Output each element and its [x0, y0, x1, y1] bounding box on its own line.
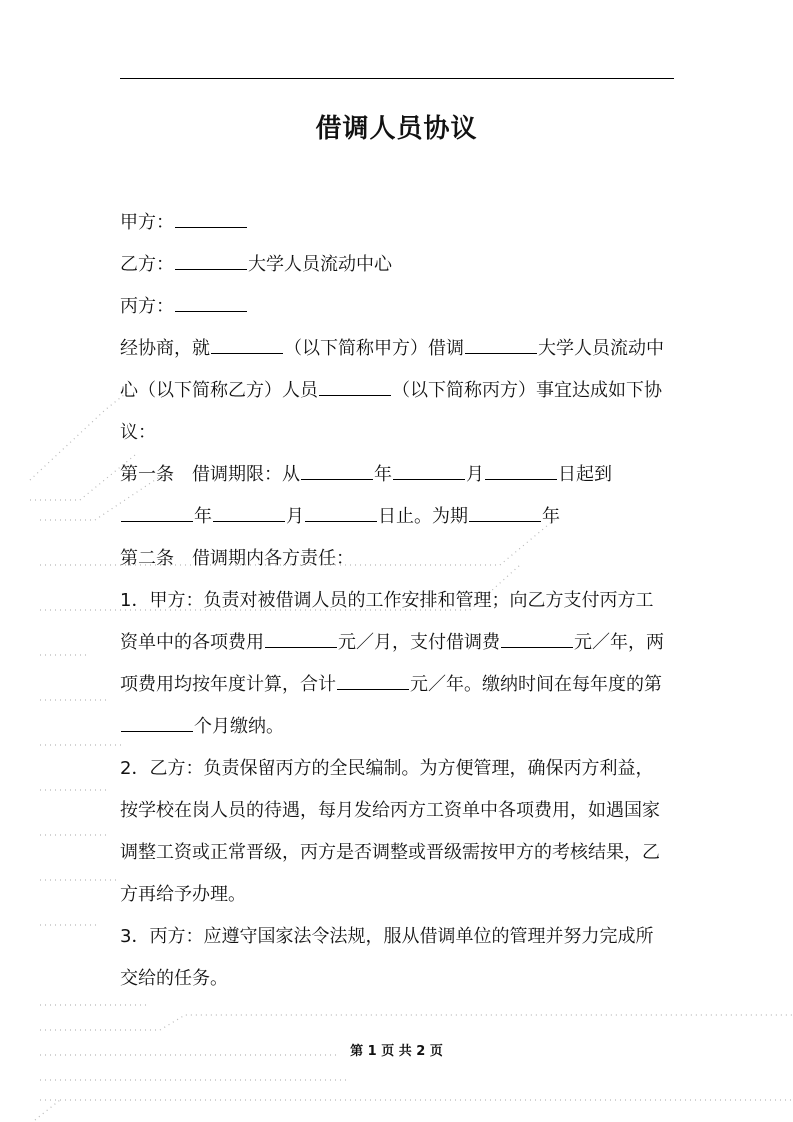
agreement-text: 个月缴纳。: [194, 716, 284, 737]
fill-in-blank: [121, 730, 193, 732]
agreement-line: [120, 916, 676, 958]
agreement-text: 元／月，支付借调费: [338, 632, 500, 653]
fill-in-blank: [485, 478, 557, 480]
agreement-line: [120, 790, 676, 832]
agreement-line: [120, 580, 676, 622]
agreement-text: 年: [194, 506, 212, 527]
fill-in-blank: [305, 520, 377, 522]
fill-in-blank: [501, 646, 573, 648]
agreement-text: 甲方：: [120, 212, 174, 233]
fill-in-blank: [469, 520, 541, 522]
agreement-text: 月: [286, 506, 304, 527]
agreement-text: 元／年。缴纳时间在每年度的第: [410, 674, 662, 695]
agreement-text: 资单中的各项费用: [120, 632, 264, 653]
agreement-text: 第一条 借调期限：从: [120, 464, 300, 485]
fill-in-blank: [121, 520, 193, 522]
agreement-text: 丙方：: [120, 296, 174, 317]
agreement-text: （以下简称甲方）借调: [284, 338, 464, 359]
agreement-text: 1．甲方：负责对被借调人员的工作安排和管理；向乙方支付丙方工: [120, 590, 654, 611]
agreement-line: [120, 874, 676, 916]
page-number-footer: 第 1 页 共 2 页: [350, 1044, 443, 1059]
agreement-body: [120, 202, 676, 1000]
agreement-text: 方再给予办理。: [120, 884, 246, 905]
fill-in-blank: [337, 688, 409, 690]
agreement-line: [120, 412, 676, 454]
fill-in-blank: [175, 268, 247, 270]
agreement-text: 经协商，就: [120, 338, 210, 359]
fill-in-blank: [175, 310, 247, 312]
agreement-text: 议：: [120, 422, 156, 443]
agreement-line: [120, 622, 676, 664]
fill-in-blank: [319, 394, 391, 396]
agreement-text: 大学人员流动中心: [248, 254, 392, 275]
fill-in-blank: [393, 478, 465, 480]
agreement-text: 大学人员流动中: [538, 338, 664, 359]
agreement-line: [120, 286, 676, 328]
agreement-line: [120, 832, 676, 874]
agreement-line: [120, 454, 676, 496]
agreement-line: [120, 664, 676, 706]
agreement-text: 交给的任务。: [120, 968, 228, 989]
agreement-line: [120, 328, 676, 370]
agreement-text: 日止。为期: [378, 506, 468, 527]
agreement-text: 3．丙方：应遵守国家法令法规，服从借调单位的管理并努力完成所: [120, 926, 654, 947]
fill-in-blank: [175, 226, 247, 228]
agreement-text: 乙方：: [120, 254, 174, 275]
fill-in-blank: [465, 352, 537, 354]
agreement-text: 日起到: [558, 464, 612, 485]
agreement-text: 项费用均按年度计算，合计: [120, 674, 336, 695]
agreement-text: 心（以下简称乙方）人员: [120, 380, 318, 401]
agreement-line: [120, 244, 676, 286]
agreement-text: 2．乙方：负责保留丙方的全民编制。为方便管理，确保丙方利益，: [120, 758, 654, 779]
agreement-text: 第二条 借调期内各方责任：: [120, 548, 354, 569]
fill-in-blank: [265, 646, 337, 648]
agreement-text: 年: [374, 464, 392, 485]
agreement-line: [120, 748, 676, 790]
fill-in-blank: [213, 520, 285, 522]
agreement-text: 调整工资或正常晋级，丙方是否调整或晋级需按甲方的考核结果，乙: [120, 842, 660, 863]
agreement-line: [120, 202, 676, 244]
header-rule: [120, 78, 674, 79]
agreement-line: [120, 706, 676, 748]
agreement-line: [120, 538, 676, 580]
agreement-line: [120, 496, 676, 538]
agreement-line: [120, 958, 676, 1000]
agreement-text: 按学校在岗人员的待遇，每月发给丙方工资单中各项费用，如遇国家: [120, 800, 660, 821]
document-title: 借调人员协议: [315, 114, 478, 144]
fill-in-blank: [211, 352, 283, 354]
agreement-text: 元／年，两: [574, 632, 664, 653]
agreement-text: 年: [542, 506, 560, 527]
agreement-line: [120, 370, 676, 412]
agreement-text: 月: [466, 464, 484, 485]
agreement-text: （以下简称丙方）事宜达成如下协: [392, 380, 662, 401]
fill-in-blank: [301, 478, 373, 480]
